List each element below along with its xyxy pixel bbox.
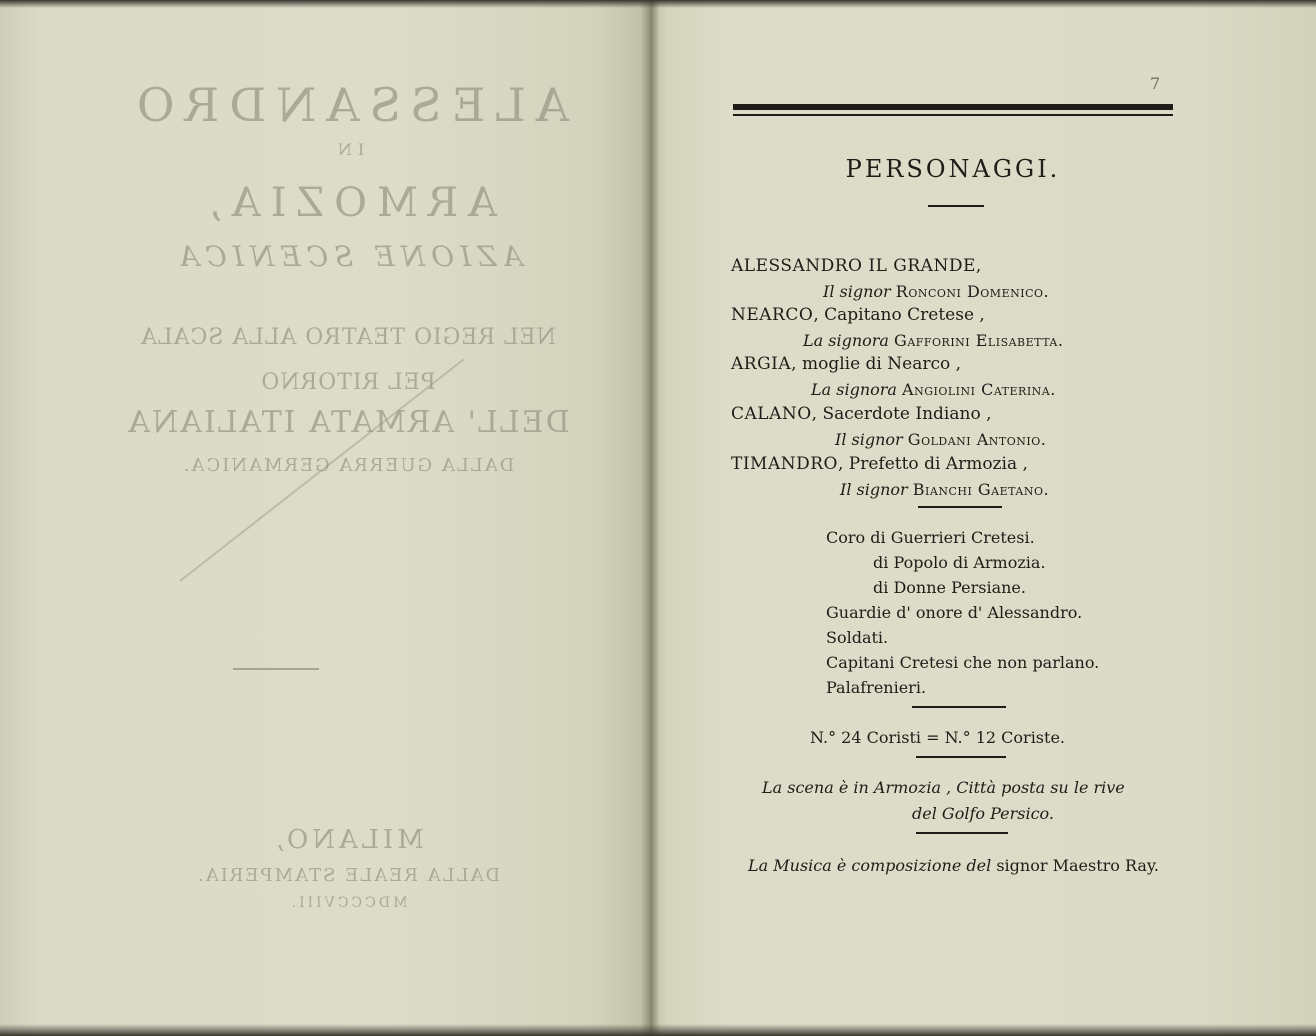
ghost-venue: NEL REGIO TEATRO ALLA SCALA xyxy=(140,325,556,350)
page-heading: PERSONAGGI. xyxy=(845,155,1061,183)
character-2-role: , Capitano Cretese , xyxy=(813,305,985,325)
characters-rule xyxy=(918,506,1002,508)
chorus-line-3: di Donne Persiane. xyxy=(873,578,1026,597)
character-5-name: TIMANDRO xyxy=(731,454,838,474)
performer-3 xyxy=(811,380,1056,399)
header-double-rule xyxy=(733,104,1173,118)
character-3-role: , moglie di Nearco , xyxy=(791,354,962,374)
chorus-line-5: Soldati. xyxy=(826,628,889,647)
ghost-rule xyxy=(233,668,319,670)
count-rule xyxy=(916,756,1006,758)
character-4 xyxy=(731,404,992,424)
music-credit-italic: La Musica è composizione del xyxy=(748,856,992,875)
performer-5-prefix: Il signor xyxy=(840,480,908,499)
book-gutter xyxy=(640,0,660,1036)
performer-4-name: Goldani Antonio. xyxy=(907,430,1047,449)
ghost-in: IN xyxy=(331,140,365,159)
performer-5-name: Bianchi Gaetano. xyxy=(912,480,1050,499)
chorus-rule xyxy=(912,706,1006,708)
performer-2-prefix: La signora xyxy=(803,331,889,350)
show-through-title-page xyxy=(0,0,648,1036)
bottom-edge xyxy=(0,1024,1316,1036)
character-5-role: , Prefetto di Armozia , xyxy=(837,454,1028,474)
ghost-title: ALESSANDRO xyxy=(126,78,570,132)
scene-rule xyxy=(916,832,1008,834)
performer-5 xyxy=(840,480,1049,499)
ghost-place: ARMOZIA, xyxy=(199,180,497,226)
performer-2-name: Gafforini Elisabetta. xyxy=(894,331,1064,350)
music-credit-plain: signor Maestro Ray. xyxy=(996,856,1159,875)
rule-thin xyxy=(733,114,1173,116)
character-4-name: CALANO xyxy=(731,404,812,424)
ghost-city: MILANO, xyxy=(272,825,424,855)
chorus-line-6: Capitani Cretesi che non parlano. xyxy=(826,653,1100,672)
character-3-name: ARGIA xyxy=(731,354,792,374)
chorus-count: N.° 24 Coristi = N.° 12 Coriste. xyxy=(810,728,1065,747)
page-number: 7 xyxy=(1150,74,1161,93)
chorus-line-2: di Popolo di Armozia. xyxy=(873,553,1046,572)
scene-line-1: La scena è in Armozia , Città posta su le rive xyxy=(762,778,1125,797)
ghost-genre: AZIONE SCENICA xyxy=(173,240,523,273)
heading-rule xyxy=(928,205,984,207)
chorus-line-1: Coro di Guerrieri Cretesi. xyxy=(826,528,1035,547)
character-4-role: , Sacerdote Indiano , xyxy=(811,404,992,424)
character-1 xyxy=(731,256,982,276)
performer-1-name: Ronconi Domenico. xyxy=(895,282,1050,301)
performer-3-prefix: La signora xyxy=(811,380,897,399)
character-2 xyxy=(731,305,985,325)
performer-1-prefix: Il signor xyxy=(823,282,891,301)
performer-4-prefix: Il signor xyxy=(835,430,903,449)
character-3 xyxy=(731,354,961,374)
performer-1 xyxy=(823,282,1049,301)
character-5 xyxy=(731,454,1028,474)
scene-line-2: del Golfo Persico. xyxy=(912,804,1054,823)
ghost-army: DELL' ARMATA ITALIANA xyxy=(126,405,570,440)
performer-2 xyxy=(803,331,1063,350)
top-edge xyxy=(0,0,1316,8)
performer-3-name: Angiolini Caterina. xyxy=(902,380,1056,399)
performer-4 xyxy=(835,430,1046,449)
character-1-name: ALESSANDRO IL GRANDE, xyxy=(731,256,982,276)
ghost-per: PEL RITORNO xyxy=(260,370,436,395)
ghost-war: DALLA GUERRA GERMANICA. xyxy=(181,455,515,476)
chorus-line-7: Palafrenieri. xyxy=(826,678,927,697)
left-page xyxy=(0,0,648,1036)
character-2-name: NEARCO xyxy=(731,305,814,325)
chorus-line-4: Guardie d' onore d' Alessandro. xyxy=(826,603,1083,622)
ghost-press: DALLA REALE STAMPERIA. xyxy=(196,865,500,886)
ghost-year: MDCCCVIII. xyxy=(288,895,408,911)
rule-thick xyxy=(733,104,1173,110)
music-credit xyxy=(748,856,1159,875)
